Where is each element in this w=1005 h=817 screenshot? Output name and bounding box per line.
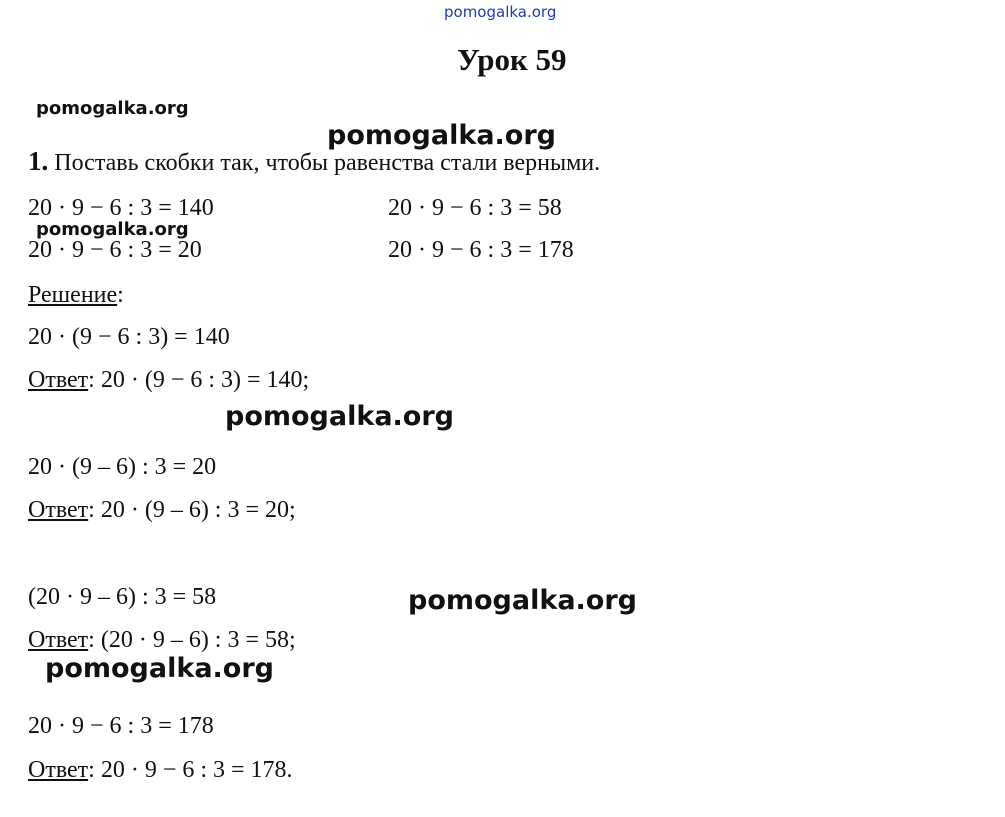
answer-4-text: 20 · 9 − 6 : 3 = 178. — [100, 757, 293, 783]
watermark-3: pomogalka.org — [36, 219, 189, 240]
solution-label: Решение — [28, 282, 118, 308]
watermark-1: pomogalka.org — [36, 98, 189, 119]
watermark-5: pomogalka.org — [408, 585, 637, 616]
solution-1-expr: 20 · (9 − 6 : 3) = 140 — [28, 324, 230, 350]
equation-2: 20 · 9 − 6 : 3 = 58 — [388, 195, 562, 221]
answer-label: Ответ — [28, 367, 89, 393]
answer-2-text: 20 · (9 – 6) : 3 = 20; — [100, 497, 296, 523]
answer-1-text: 20 · (9 − 6 : 3) = 140; — [100, 367, 310, 393]
equation-3: 20 · 9 − 6 : 3 = 20 — [28, 237, 202, 263]
watermark-4: pomogalka.org — [225, 401, 454, 432]
answer-2: Ответ: 20 · (9 – 6) : 3 = 20; — [28, 497, 296, 523]
solution-2-expr: 20 · (9 – 6) : 3 = 20 — [28, 454, 217, 480]
watermark-top: pomogalka.org — [444, 3, 557, 21]
answer-label: Ответ — [28, 627, 89, 653]
equation-4: 20 · 9 − 6 : 3 = 178 — [388, 237, 574, 263]
answer-label: Ответ — [28, 757, 89, 783]
watermark-6: pomogalka.org — [45, 653, 274, 684]
answer-3-text: (20 · 9 – 6) : 3 = 58; — [100, 627, 296, 653]
solution-4-expr: 20 · 9 − 6 : 3 = 178 — [28, 713, 214, 739]
watermark-2: pomogalka.org — [327, 120, 556, 151]
answer-label: Ответ — [28, 497, 89, 523]
answer-4: Ответ: 20 · 9 − 6 : 3 = 178. — [28, 757, 293, 783]
lesson-title: Урок 59 — [457, 42, 567, 77]
answer-3: Ответ: (20 · 9 – 6) : 3 = 58; — [28, 627, 296, 653]
task-statement — [28, 146, 600, 177]
answer-1: Ответ: 20 · (9 − 6 : 3) = 140; — [28, 367, 310, 393]
solution-heading: Решение: — [28, 282, 124, 308]
task-number: 1. — [28, 146, 49, 176]
solution-3-expr: (20 · 9 – 6) : 3 = 58 — [28, 584, 217, 610]
equation-1: 20 · 9 − 6 : 3 = 140 — [28, 195, 214, 221]
task-text: Поставь скобки так, чтобы равенства стали верными. — [54, 150, 601, 176]
